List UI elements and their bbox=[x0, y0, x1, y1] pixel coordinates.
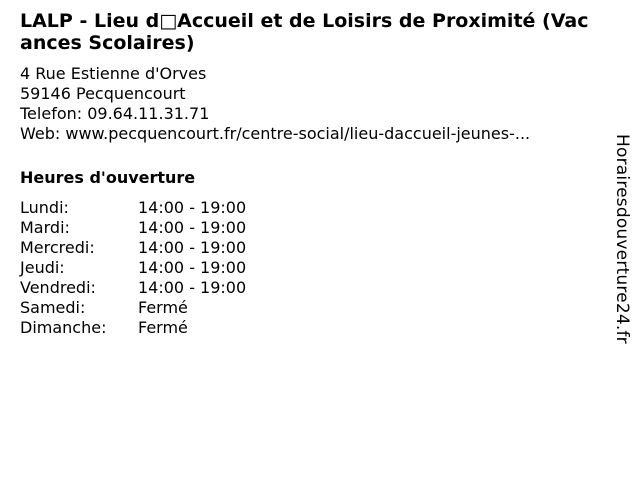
time-value: 14:00 - 19:00 bbox=[138, 238, 247, 257]
day-label: Mercredi: bbox=[20, 238, 95, 257]
day-label: Dimanche: bbox=[20, 318, 107, 337]
hours-row-saturday bbox=[20, 298, 600, 318]
business-card bbox=[20, 10, 600, 338]
business-title: LALP - Lieu d□Accueil et de Loisirs de Proximité (Vacances Scolaires) bbox=[20, 10, 589, 54]
day-label: Lundi: bbox=[20, 198, 69, 217]
hours-row-sunday bbox=[20, 318, 600, 338]
time-value: Fermé bbox=[138, 298, 188, 317]
hours-row-thursday bbox=[20, 258, 600, 278]
hours-heading: Heures d'ouverture bbox=[20, 168, 196, 187]
street-address: 4 Rue Estienne d'Orves bbox=[20, 64, 207, 83]
day-label: Jeudi: bbox=[20, 258, 65, 277]
day-label: Samedi: bbox=[20, 298, 86, 317]
address-block bbox=[20, 64, 600, 144]
hours-row-wednesday bbox=[20, 238, 600, 258]
day-label: Mardi: bbox=[20, 218, 70, 237]
website-link[interactable]: Web: www.pecquencourt.fr/centre-social/lieu-daccueil-jeunes-... bbox=[20, 124, 531, 143]
time-value: 14:00 - 19:00 bbox=[138, 198, 247, 217]
time-value: 14:00 - 19:00 bbox=[138, 258, 247, 277]
time-value: Fermé bbox=[138, 318, 188, 337]
hours-row-monday bbox=[20, 198, 600, 218]
day-label: Vendredi: bbox=[20, 278, 96, 297]
hours-row-tuesday bbox=[20, 218, 600, 238]
city-postcode: 59146 Pecquencourt bbox=[20, 84, 186, 103]
time-value: 14:00 - 19:00 bbox=[138, 218, 247, 237]
brand-watermark: Horairesdouverture24.fr bbox=[612, 134, 632, 344]
time-value: 14:00 - 19:00 bbox=[138, 278, 247, 297]
phone-number: Telefon: 09.64.11.31.71 bbox=[20, 104, 210, 123]
hours-row-friday bbox=[20, 278, 600, 298]
hours-table bbox=[20, 198, 600, 338]
